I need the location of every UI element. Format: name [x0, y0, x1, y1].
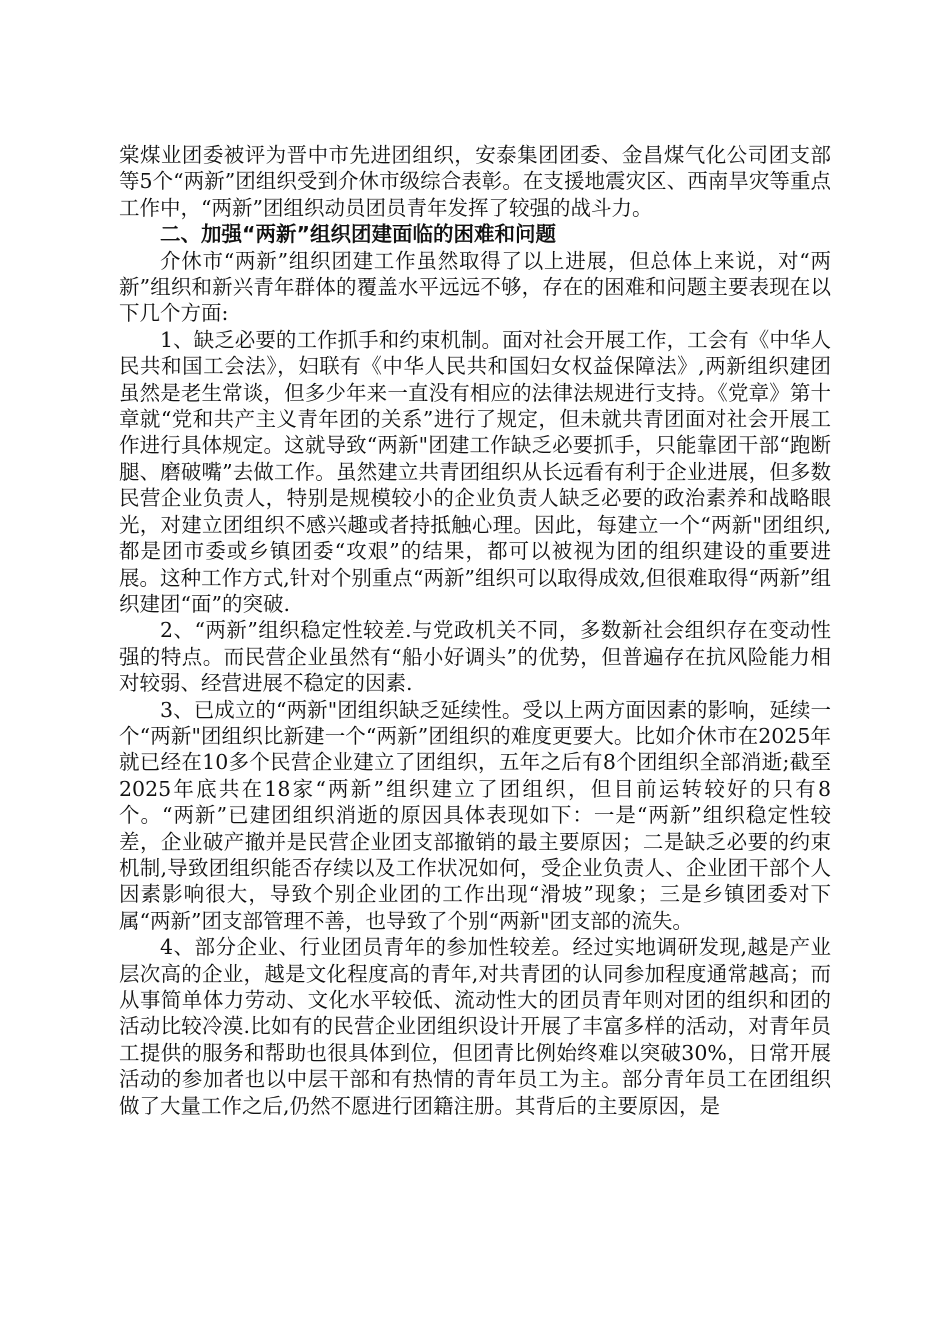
paragraph-continuation: 棠煤业团委被评为晋中市先进团组织，安泰集团团委、金昌煤气化公司团支部等5个“两新”团组织受到介休市级综合表彰。在支援地震灾区、西南旱灾等重点工作中，“两新”团组织动员团员青年发挥了较强的战斗力。	[119, 143, 831, 220]
paragraph-point-1: 1、缺乏必要的工作抓手和约束机制。面对社会开展工作，工会有《中华人民共和国工会法》，妇联有《中华人民共和国妇女权益保障法》,两新组织建团虽然是老生常谈，但多少年来一直没有相应的法律法规进行支持。《党章》第十章就“党和共产主义青年团的关系”进行了规定，但未就共青团面对社会开展工作进行具体规定。这就导致“两新"团建工作缺乏必要抓手，只能靠团干部“跑断腿、磨破嘴”去做工作。虽然建立共青团组织从长远看有利于企业进展，但多数民营企业负责人，特别是规模较小的企业负责人缺乏必要的政治素养和战略眼光，对建立团组织不感兴趣或者持抵触心理。因此，每建立一个“两新"团组织,都是团市委或乡镇团委“攻艰”的结果，都可以被视为团的组织建设的重要进展。这种工作方式,针对个别重点“两新”组织可以取得成效,但很难取得“两新”组织建团“面”的突破.	[119, 327, 831, 616]
paragraph-intro: 介休市“两新”组织团建工作虽然取得了以上进展，但总体上来说，对“两新”组织和新兴青年群体的覆盖水平远远不够，存在的困难和问题主要表现在以下几个方面:	[119, 248, 831, 326]
document-page	[119, 142, 831, 1119]
paragraph-point-3: 3、已成立的“两新"团组织缺乏延续性。受以上两方面因素的影响，延续一个“两新"团组织比新建一个“两新”团组织的难度更要大。比如介休市在2025年就已经在10多个民营企业建立了团组织，五年之后有8个团组织全部消逝;截至2025年底共在18家“两新”组织建立了团组织，但目前运转较好的只有8个。“两新”已建团组织消逝的原因具体表现如下：一是“两新”组织稳定性较差，企业破产撤并是民营企业团支部撤销的最主要原因；二是缺乏必要的约束机制,导致团组织能否存续以及工作状况如何，受企业负责人、企业团干部个人因素影响很大，导致个别企业团的工作出现“滑坡”现象；三是乡镇团委对下属“两新”团支部管理不善，也导致了个别“两新"团支部的流失。	[119, 697, 831, 933]
paragraph-point-2: 2、“两新”组织稳定性较差.与党政机关不同，多数新社会组织存在变动性强的特点。而民营企业虽然有“船小好调头”的优势，但普遍存在抗风险能力相对较弱、经营进展不稳定的因素.	[119, 618, 831, 696]
section-heading: 二、加强“两新”组织团建面临的困难和问题	[160, 222, 556, 247]
paragraph-point-4: 4、部分企业、行业团员青年的参加性较差。经过实地调研发现,越是产业层次高的企业，越是文化程度高的青年,对共青团的认同参加程度通常越高；而从事简单体力劳动、文化水平较低、流动性大的团员青年则对团的组织和团的活动比较冷漠.比如有的民营企业团组织设计开展了丰富多样的活动，对青年员工提供的服务和帮助也很具体到位，但团青比例始终难以突破30%，日常开展活动的参加者也以中层干部和有热情的青年员工为主。部分青年员工在团组织做了大量工作之后,仍然不愿进行团籍注册。其背后的主要原因，是	[119, 935, 831, 1118]
